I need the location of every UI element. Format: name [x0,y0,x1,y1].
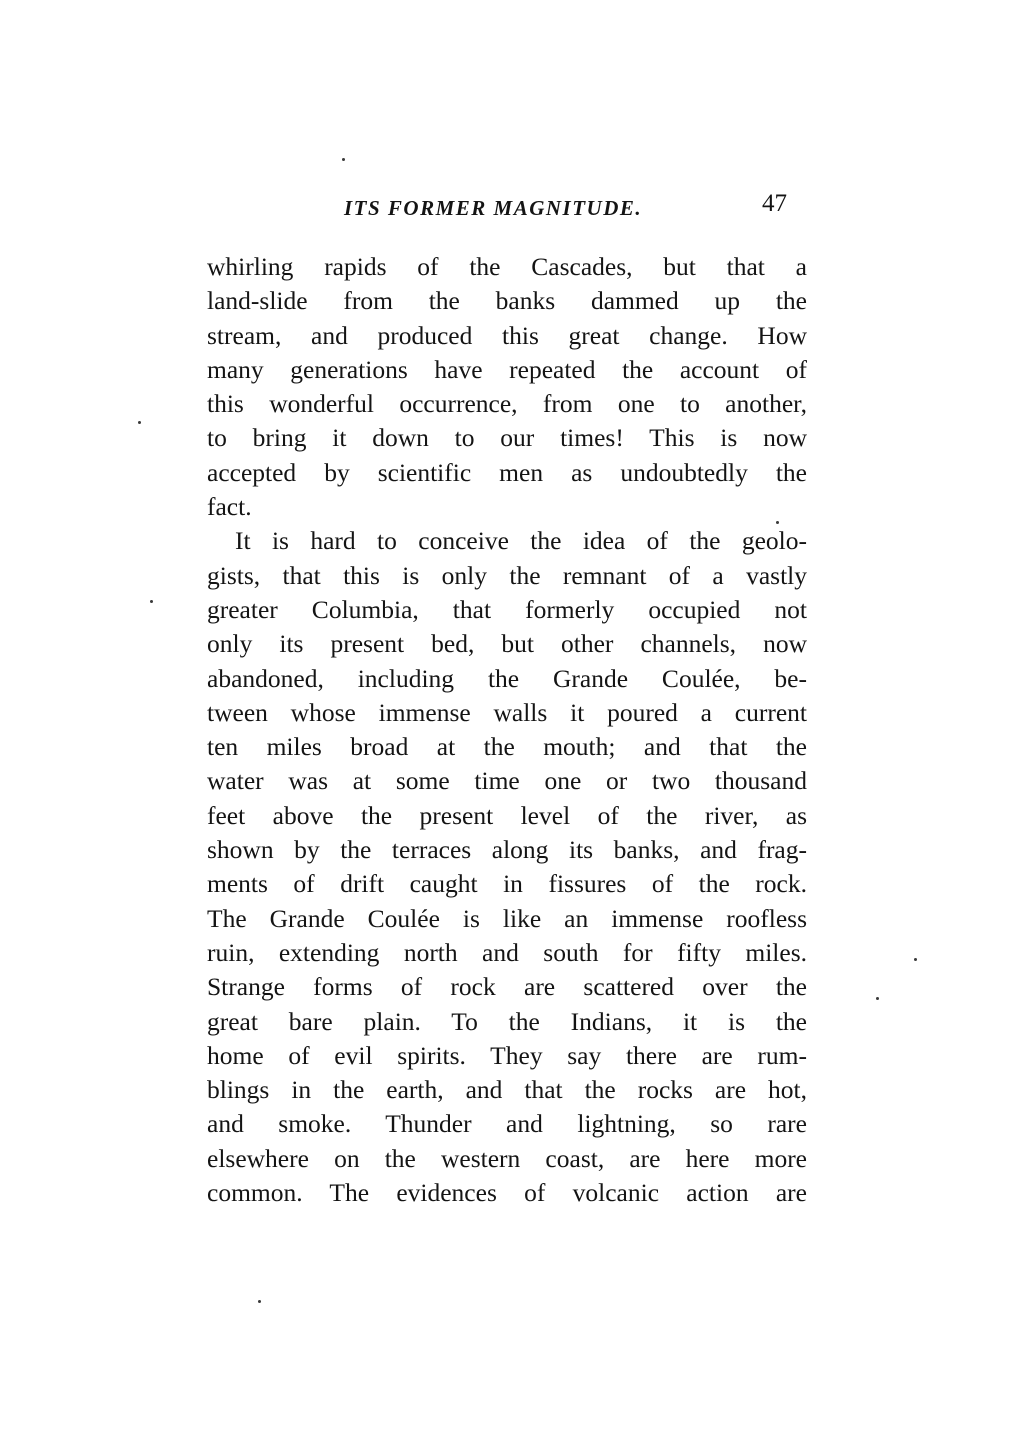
text-line: tween whose immense walls it poured a current [207,697,807,727]
text-line: great bare plain. To the Indians, it is the [207,1006,807,1036]
scan-speck [776,521,779,524]
text-line: Strange forms of rock are scattered over the [207,972,807,1002]
text-line: only its present bed, but other channels, now [207,629,807,659]
text-line: to bring it down to our times! This is now [207,423,807,453]
text-line: ruin, extending north and south for fifty miles. [207,937,807,967]
text-line: blings in the earth, and that the rocks are hot, [207,1075,807,1105]
text-line: elsewhere on the western coast, are here more [207,1143,807,1173]
scan-speck [914,958,917,961]
text-line: greater Columbia, that formerly occupied not [207,594,807,624]
text-line: gists, that this is only the remnant of a vastly [207,560,807,590]
text-line: It is hard to conceive the idea of the geolo- [235,526,807,556]
text-line: many generations have repeated the account of [207,354,807,384]
body-text [207,250,807,1210]
scan-speck [876,997,879,1000]
scan-speck [138,421,141,424]
text-line: ments of drift caught in fissures of the rock. [207,869,807,899]
scan-speck [150,600,153,603]
text-line: ten miles broad at the mouth; and that the [207,732,807,762]
text-line: feet above the present level of the river, as [207,800,807,830]
text-line: this wonderful occurrence, from one to another, [207,389,807,419]
text-line: stream, and produced this great change. How [207,320,807,350]
page-number: 47 [762,190,787,217]
text-line: home of evil spirits. They say there are rum- [207,1040,807,1070]
text-line: whirling rapids of the Cascades, but that a [207,252,807,281]
text-line: fact. [207,492,252,522]
text-line: The Grande Coulée is like an immense roofless [207,903,807,933]
text-line: and smoke. Thunder and lightning, so rare [207,1109,807,1139]
text-line: land-slide from the banks dammed up the [207,286,807,316]
text-line: common. The evidences of volcanic action are [207,1178,807,1208]
running-head-title: ITS FORMER MAGNITUDE. [344,196,643,220]
text-line: water was at some time one or two thousand [207,766,807,796]
text-line: shown by the terraces along its banks, and frag- [207,835,807,865]
scan-speck [342,158,345,161]
text-line: abandoned, including the Grande Coulée, be- [207,663,807,693]
scan-speck [258,1300,261,1303]
text-line: accepted by scientific men as undoubtedly the [207,457,807,487]
